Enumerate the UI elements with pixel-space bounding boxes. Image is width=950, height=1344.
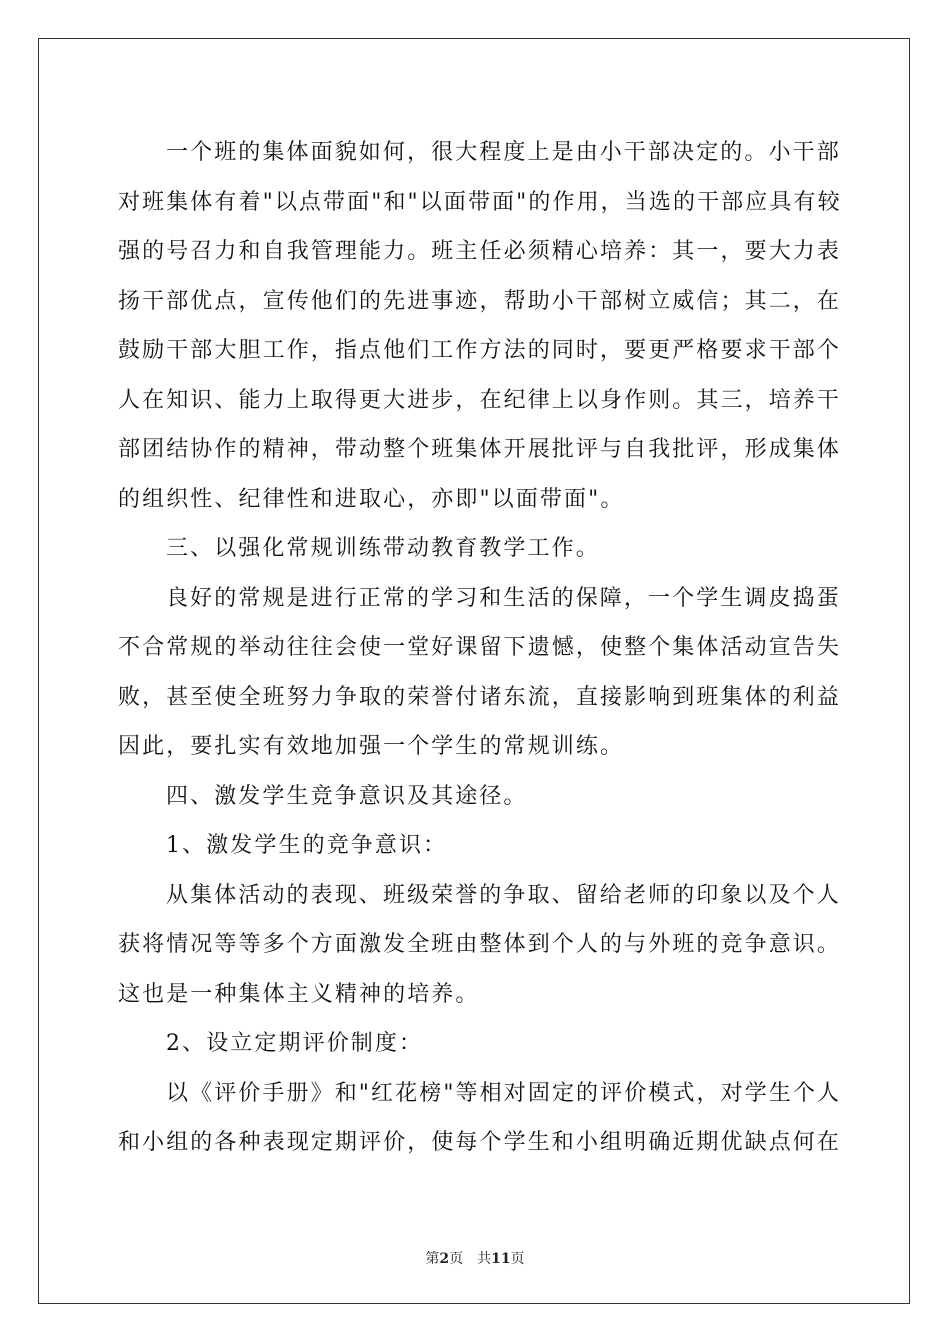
body-line: 获将情况等等多个方面激发全班由整体到个人的与外班的竞争意识。 [118,932,842,957]
body-line: 鼓励干部大胆工作，指点他们工作方法的同时，要更严格要求干部个 [118,338,842,363]
body-line: 这也是一种集体主义精神的培养。 [118,981,480,1007]
page-footer [0,1248,950,1268]
body-line: 部团结协作的精神，带动整个班集体开展批评与自我批评，形成集体 [118,437,842,462]
body-line: 人在知识、能力上取得更大进步，在纪律上以身作则。其三，培养干 [118,387,842,413]
body-line: 从集体活动的表现、班级荣誉的争取、留给老师的印象以及个人 [166,882,841,908]
page-number-label: 第2页 [425,1251,464,1267]
subsection-heading: 2、设立定期评价制度： [166,1031,424,1056]
body-line: 不合常规的举动往往会使一堂好课留下遗憾，使整个集体活动宣告失 [118,635,842,660]
body-line: 以《评价手册》和"红花榜"等相对固定的评价模式，对学生个人 [166,1080,842,1106]
subsection-heading: 1、激发学生的竞争意识： [166,833,448,858]
current-page-number: 2 [439,1251,450,1267]
body-line: 的组织性、纪律性和进取心，亦即"以面带面"。 [118,486,625,512]
body-line: 强的号召力和自我管理能力。班主任必须精心培养：其一，要大力表 [118,239,842,264]
body-line: 扬干部优点，宣传他们的先进事迹，帮助小干部树立威信；其二，在 [118,288,842,314]
section-heading: 三、以强化常规训练带动教育教学工作。 [166,536,600,561]
body-line: 一个班的集体面貌如何，很大程度上是由小干部决定的。小干部 [166,140,841,165]
total-page-count: 11 [491,1251,511,1267]
body-line: 因此，要扎实有效地加强一个学生的常规训练。 [118,734,625,759]
section-heading: 四、激发学生竞争意识及其途径。 [166,783,528,809]
document-body [118,128,842,1168]
body-line: 败，甚至使全班努力争取的荣誉付诸东流，直接影响到班集体的利益 [118,684,842,710]
total-pages-label: 共11页 [477,1251,525,1267]
body-line: 对班集体有着"以点带面"和"以面带面"的作用，当选的干部应具有较 [118,189,842,215]
body-line: 和小组的各种表现定期评价，使每个学生和小组明确近期优缺点何在 [118,1130,842,1155]
body-line: 良好的常规是进行正常的学习和生活的保障，一个学生调皮捣蛋 [166,585,841,611]
